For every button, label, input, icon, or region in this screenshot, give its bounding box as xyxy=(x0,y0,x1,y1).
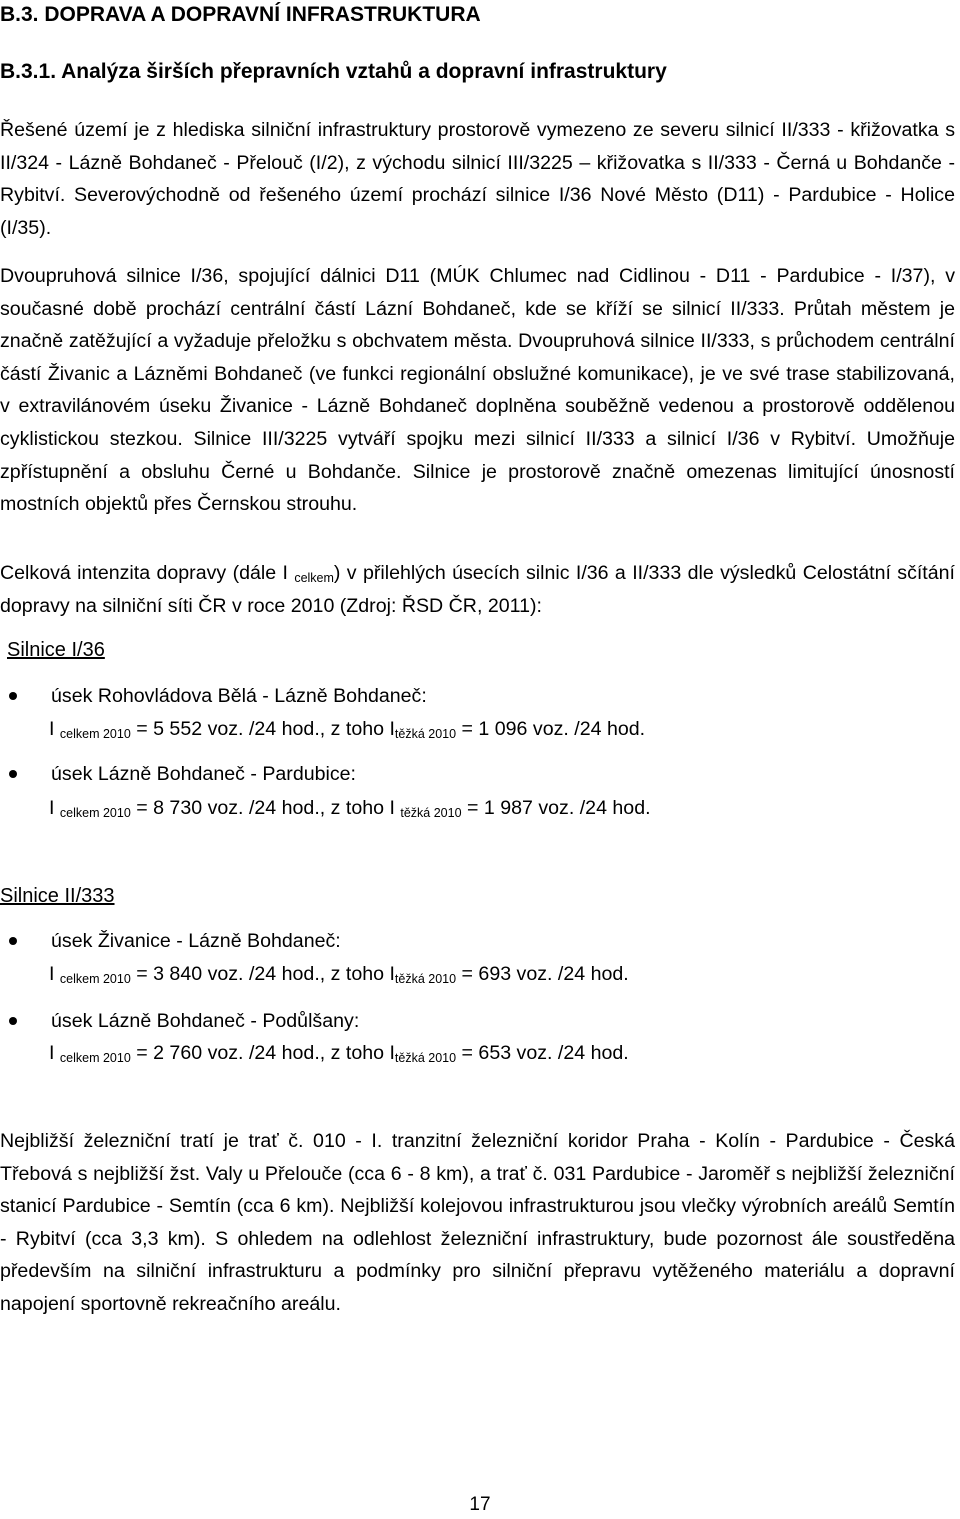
bullet-icon xyxy=(9,770,17,778)
segment-values xyxy=(49,1038,629,1068)
intensity-text-after: ) v přilehlých úsecích silnic I/36 a II/333 dle výsledků Celostátní sčítání dopravy na silniční síti ČR v roce 2010 (Zdroj: ŘSD ČR, 2011): xyxy=(0,562,955,617)
heavy-value: = 1 987 voz. /24 hod. xyxy=(461,797,651,819)
total-value: = 2 760 voz. /24 hod., z toho I xyxy=(130,1042,395,1064)
heavy-value: = 653 voz. /24 hod. xyxy=(456,1042,629,1064)
intensity-text-before: Celková intenzita dopravy (dále I xyxy=(0,562,295,584)
heavy-subscript: těžká 2010 xyxy=(394,1051,457,1065)
paragraph-railway: Nejbližší železniční tratí je trať č. 010 - I. tranzitní železniční koridor Praha - Kolín - Pardubice - Česká Třebová s nejbližší žst. Valy u Přelouče (cca 6 - 8 km), a trať č. 031 Pardubice - Jaroměř s nejbližší železniční stanicí Pardubice - Semtín (cca 6 km). Nejbližší kolejovou infrastrukturou jsou vlečky výrobních areálů Semtín - Rybitví (cca 3,3 km). S ohledem na odlehlost železniční infrastruktury, bude pozornost ále soustředěna především na silniční infrastrukturu a podmínky pro silniční přepravu vytěženého materiálu a dopravní napojení sportovně rekreačního areálu. xyxy=(0,1130,955,1315)
bullet-icon xyxy=(9,1017,17,1025)
section-title-ii333: Silnice II/333 xyxy=(0,885,115,907)
intensity-subscript: celkem xyxy=(294,571,334,585)
heavy-subscript: těžká 2010 xyxy=(394,972,457,986)
i-symbol: I xyxy=(49,718,60,740)
paragraph-traffic-intensity xyxy=(0,557,955,622)
section-title-i36: Silnice I/36 xyxy=(7,639,105,661)
segment-label: úsek Lázně Bohdaneč - Pardubice: xyxy=(51,763,356,785)
paragraph-roads: Dvoupruhová silnice I/36, spojující dálnici D11 (MÚK Chlumec nad Cidlinou - D11 - Pardubice - I/37), v současné době prochází centrální částí Lázní Bohdaneč, kde se kříží se silnicí II/333. Průtah městem je značně zatěžující a vyžaduje přeložku s obchvatem města. Dvoupruhová silnice II/333, s průchodem centrální částí Živanic a Lázněmi Bohdaneč (ve funkci regionální obslužné komunikace), je ve své trase stabilizovaná, v extravilánovém úseku Živanice - Lázně Bohdaneč doplněna souběžně vedenou a prostorově oddělenou cyklistickou stezkou. Silnice III/3225 vytváří spojku mezi silnicí II/333 a silnicí I/36 v Rybitví. Umožňuje zpřístupnění a obsluhu Černé u Bohdanče. Silnice je prostorově značně omezenas limitující únosností mostních objektů přes Černskou strouhu. xyxy=(0,265,955,516)
i-symbol: I xyxy=(49,797,60,819)
page-number: 17 xyxy=(469,1494,491,1515)
i-symbol: I xyxy=(49,963,60,985)
heavy-subscript: těžká 2010 xyxy=(394,727,457,741)
segment-label: úsek Lázně Bohdaneč - Podůlšany: xyxy=(51,1010,360,1032)
total-value: = 3 840 voz. /24 hod., z toho I xyxy=(130,963,395,985)
segment-values xyxy=(49,714,645,744)
total-subscript: celkem 2010 xyxy=(59,727,131,741)
total-value: = 5 552 voz. /24 hod., z toho I xyxy=(130,718,395,740)
heavy-value: = 693 voz. /24 hod. xyxy=(456,963,629,985)
segment-values xyxy=(49,959,629,989)
total-value: = 8 730 voz. /24 hod., z toho I xyxy=(130,797,401,819)
total-subscript: celkem 2010 xyxy=(59,1051,131,1065)
segment-values xyxy=(49,793,651,823)
segment-label: úsek Živanice - Lázně Bohdaneč: xyxy=(51,930,341,952)
segment-label: úsek Rohovládova Bělá - Lázně Bohdaneč: xyxy=(51,685,427,707)
paragraph-territory: Řešené území je z hlediska silniční infrastruktury prostorově vymezeno ze severu silnicí II/333 - křižovatka s II/324 - Lázně Bohdaneč - Přelouč (I/2), z východu silnicí III/3225 – křižovatka s II/333 - Černá u Bohdanče - Rybitví. Severovýchodně od řešeného území prochází silnice I/36 Nové Město (D11) - Pardubice - Holice (I/35). xyxy=(0,119,955,239)
i-symbol: I xyxy=(49,1042,60,1064)
bullet-icon xyxy=(9,937,17,945)
heavy-subscript: těžká 2010 xyxy=(400,806,462,820)
sub-heading: B.3.1. Analýza širších přepravních vztahů a dopravní infrastruktury xyxy=(0,60,667,83)
bullet-icon xyxy=(9,692,17,700)
heavy-value: = 1 096 voz. /24 hod. xyxy=(456,718,646,740)
main-heading: B.3. DOPRAVA A DOPRAVNÍ INFRASTRUKTURA xyxy=(0,3,481,26)
total-subscript: celkem 2010 xyxy=(59,806,131,820)
total-subscript: celkem 2010 xyxy=(59,972,131,986)
